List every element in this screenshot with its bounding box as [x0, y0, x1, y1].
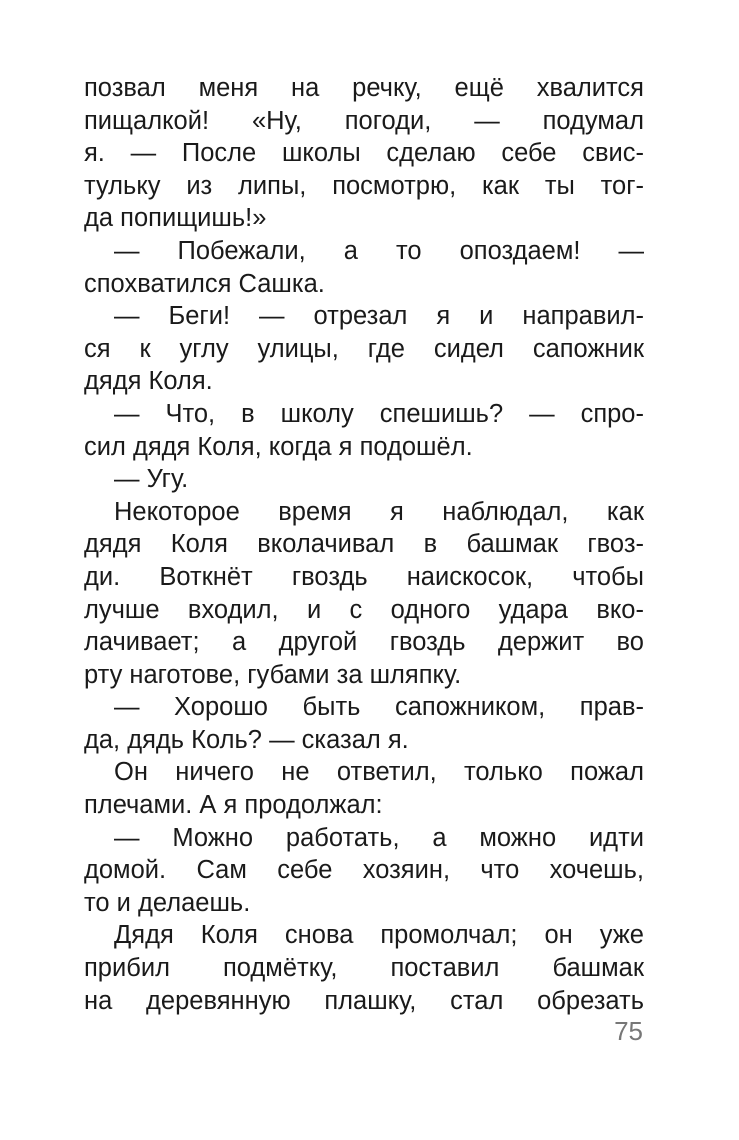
- text-line: Он ничего не ответил, только пожал: [114, 758, 644, 787]
- text-line: домой. Сам себе хозяин, что хочешь,: [84, 856, 644, 885]
- text-line: ся к углу улицы, где сидел сапожник: [84, 334, 644, 363]
- text-line: да, дядь Коль? — сказал я.: [84, 725, 409, 754]
- text-line: Некоторое время я наблюдал, как: [114, 497, 644, 526]
- text-line: спохватился Сашка.: [84, 269, 325, 298]
- text-line: — Что, в школу спешишь? — спро-: [114, 399, 644, 428]
- text-line: ди. Воткнёт гвоздь наискосок, чтобы: [84, 562, 644, 591]
- text-line: плечами. А я продолжал:: [84, 791, 383, 820]
- text-line: дядя Коля.: [84, 367, 213, 396]
- book-page-text: [84, 72, 644, 1017]
- text-line: — Беги! — отрезал я и направил-: [114, 302, 644, 331]
- text-line: прибил подмётку, поставил башмак: [84, 954, 644, 983]
- text-line: позвал меня на речку, ещё хвалится: [84, 74, 644, 102]
- text-line: лучше входил, и с одного удара вко-: [84, 595, 644, 624]
- text-line: — Можно работать, а можно идти: [114, 823, 644, 852]
- text-line: да попищишь!»: [84, 204, 267, 233]
- text-line: я. — После школы сделаю себе свис-: [84, 139, 644, 168]
- text-line: Дядя Коля снова промолчал; он уже: [114, 921, 644, 950]
- page-number: 75: [614, 1016, 643, 1046]
- text-line: пищалкой! «Ну, погоди, — подумал: [84, 106, 644, 135]
- text-line: на деревянную плашку, стал обрезать: [84, 986, 644, 1015]
- text-line: рту наготове, губами за шляпку.: [84, 660, 462, 689]
- text-line: лачивает; а другой гвоздь держит во: [84, 628, 644, 657]
- text-line: — Хорошо быть сапожником, прав-: [114, 693, 644, 722]
- text-line: сил дядя Коля, когда я подошёл.: [84, 432, 473, 461]
- text-line: тульку из липы, посмотрю, как ты тог-: [84, 171, 644, 200]
- text-line: — Побежали, а то опоздаем! —: [114, 236, 644, 265]
- text-line: то и делаешь.: [84, 888, 251, 917]
- text-line: дядя Коля вколачивал в башмак гвоз-: [84, 530, 644, 559]
- text-line: — Угу.: [114, 465, 189, 494]
